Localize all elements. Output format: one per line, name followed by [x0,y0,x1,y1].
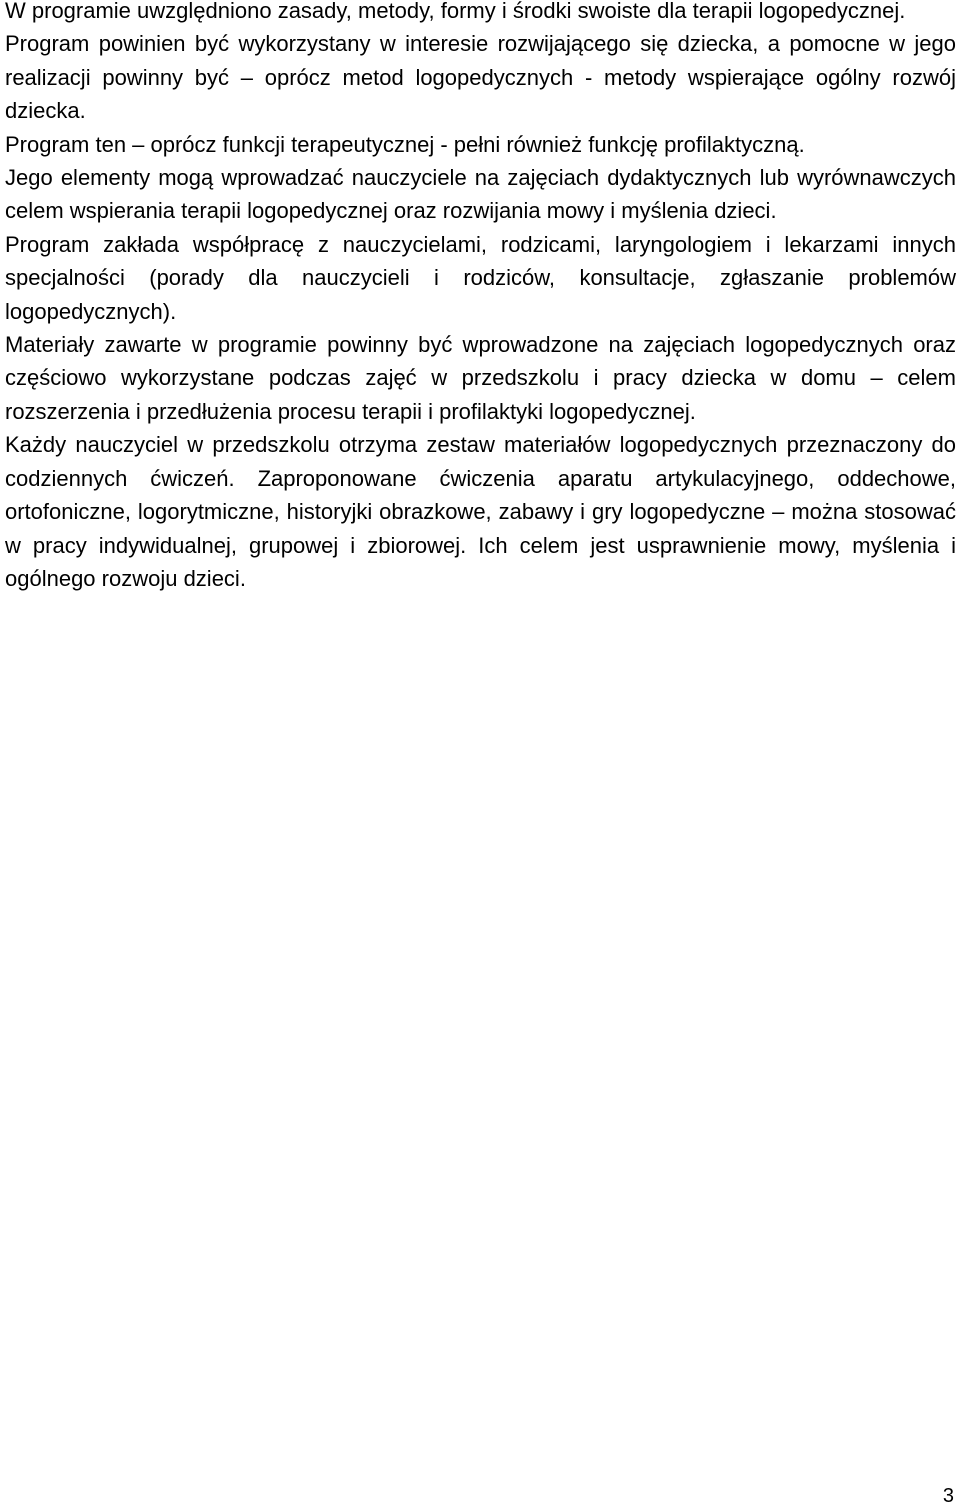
paragraph-teacher-kit: Każdy nauczyciel w przedszkolu otrzyma zestaw materiałów logopedycznych przeznaczony do codziennych ćwiczeń. Zaproponowane ćwiczenia aparatu artykulacyjnego, oddechowe, ortofoniczne, logorytmiczne, historyjki obrazkowe, zabawy i gry logopedyczne – można stosować w pracy indywidualnej, grupowej i zbiorowej. Ich celem jest usprawnienie mowy, myślenia i ogólnego rozwoju dzieci. [5,432,956,591]
paragraph-prophylactic-function: Program ten – oprócz funkcji terapeutycznej - pełni również funkcję profilaktyczną. [5,131,805,157]
paragraph-program-use: Program powinien być wykorzystany w interesie rozwijającego się dziecka, a pomocne w jego realizacji powinny być – oprócz metod logopedycznych - metody wspierające ogólny rozwój dziecka. [5,31,956,124]
page-number: 3 [942,1485,954,1507]
paragraph-teachers-elements: Jego elementy mogą wprowadzać nauczyciele na zajęciach dydaktycznych lub wyrównawczych celem wspierania terapii logopedycznej oraz rozwijania mowy i myślenia dzieci. [5,165,956,224]
paragraph-cooperation: Program zakłada współpracę z nauczycielami, rodzicami, laryngologiem i lekarzami innych specjalności (porady dla nauczycieli i rodziców, konsultacje, zgłaszanie problemów logopedycznych). [5,231,956,324]
paragraph-materials: Materiały zawarte w programie powinny być wprowadzone na zajęciach logopedycznych oraz częściowo wykorzystane podczas zajęć w przedszkolu i pracy dziecka w domu – celem rozszerzenia i przedłużenia procesu terapii i profilaktyki logopedycznej. [5,332,956,424]
document-body [5,0,956,595]
paragraph-principles: W programie uwzględniono zasady, metody, formy i środki swoiste dla terapii logopedycznej. [5,0,906,23]
